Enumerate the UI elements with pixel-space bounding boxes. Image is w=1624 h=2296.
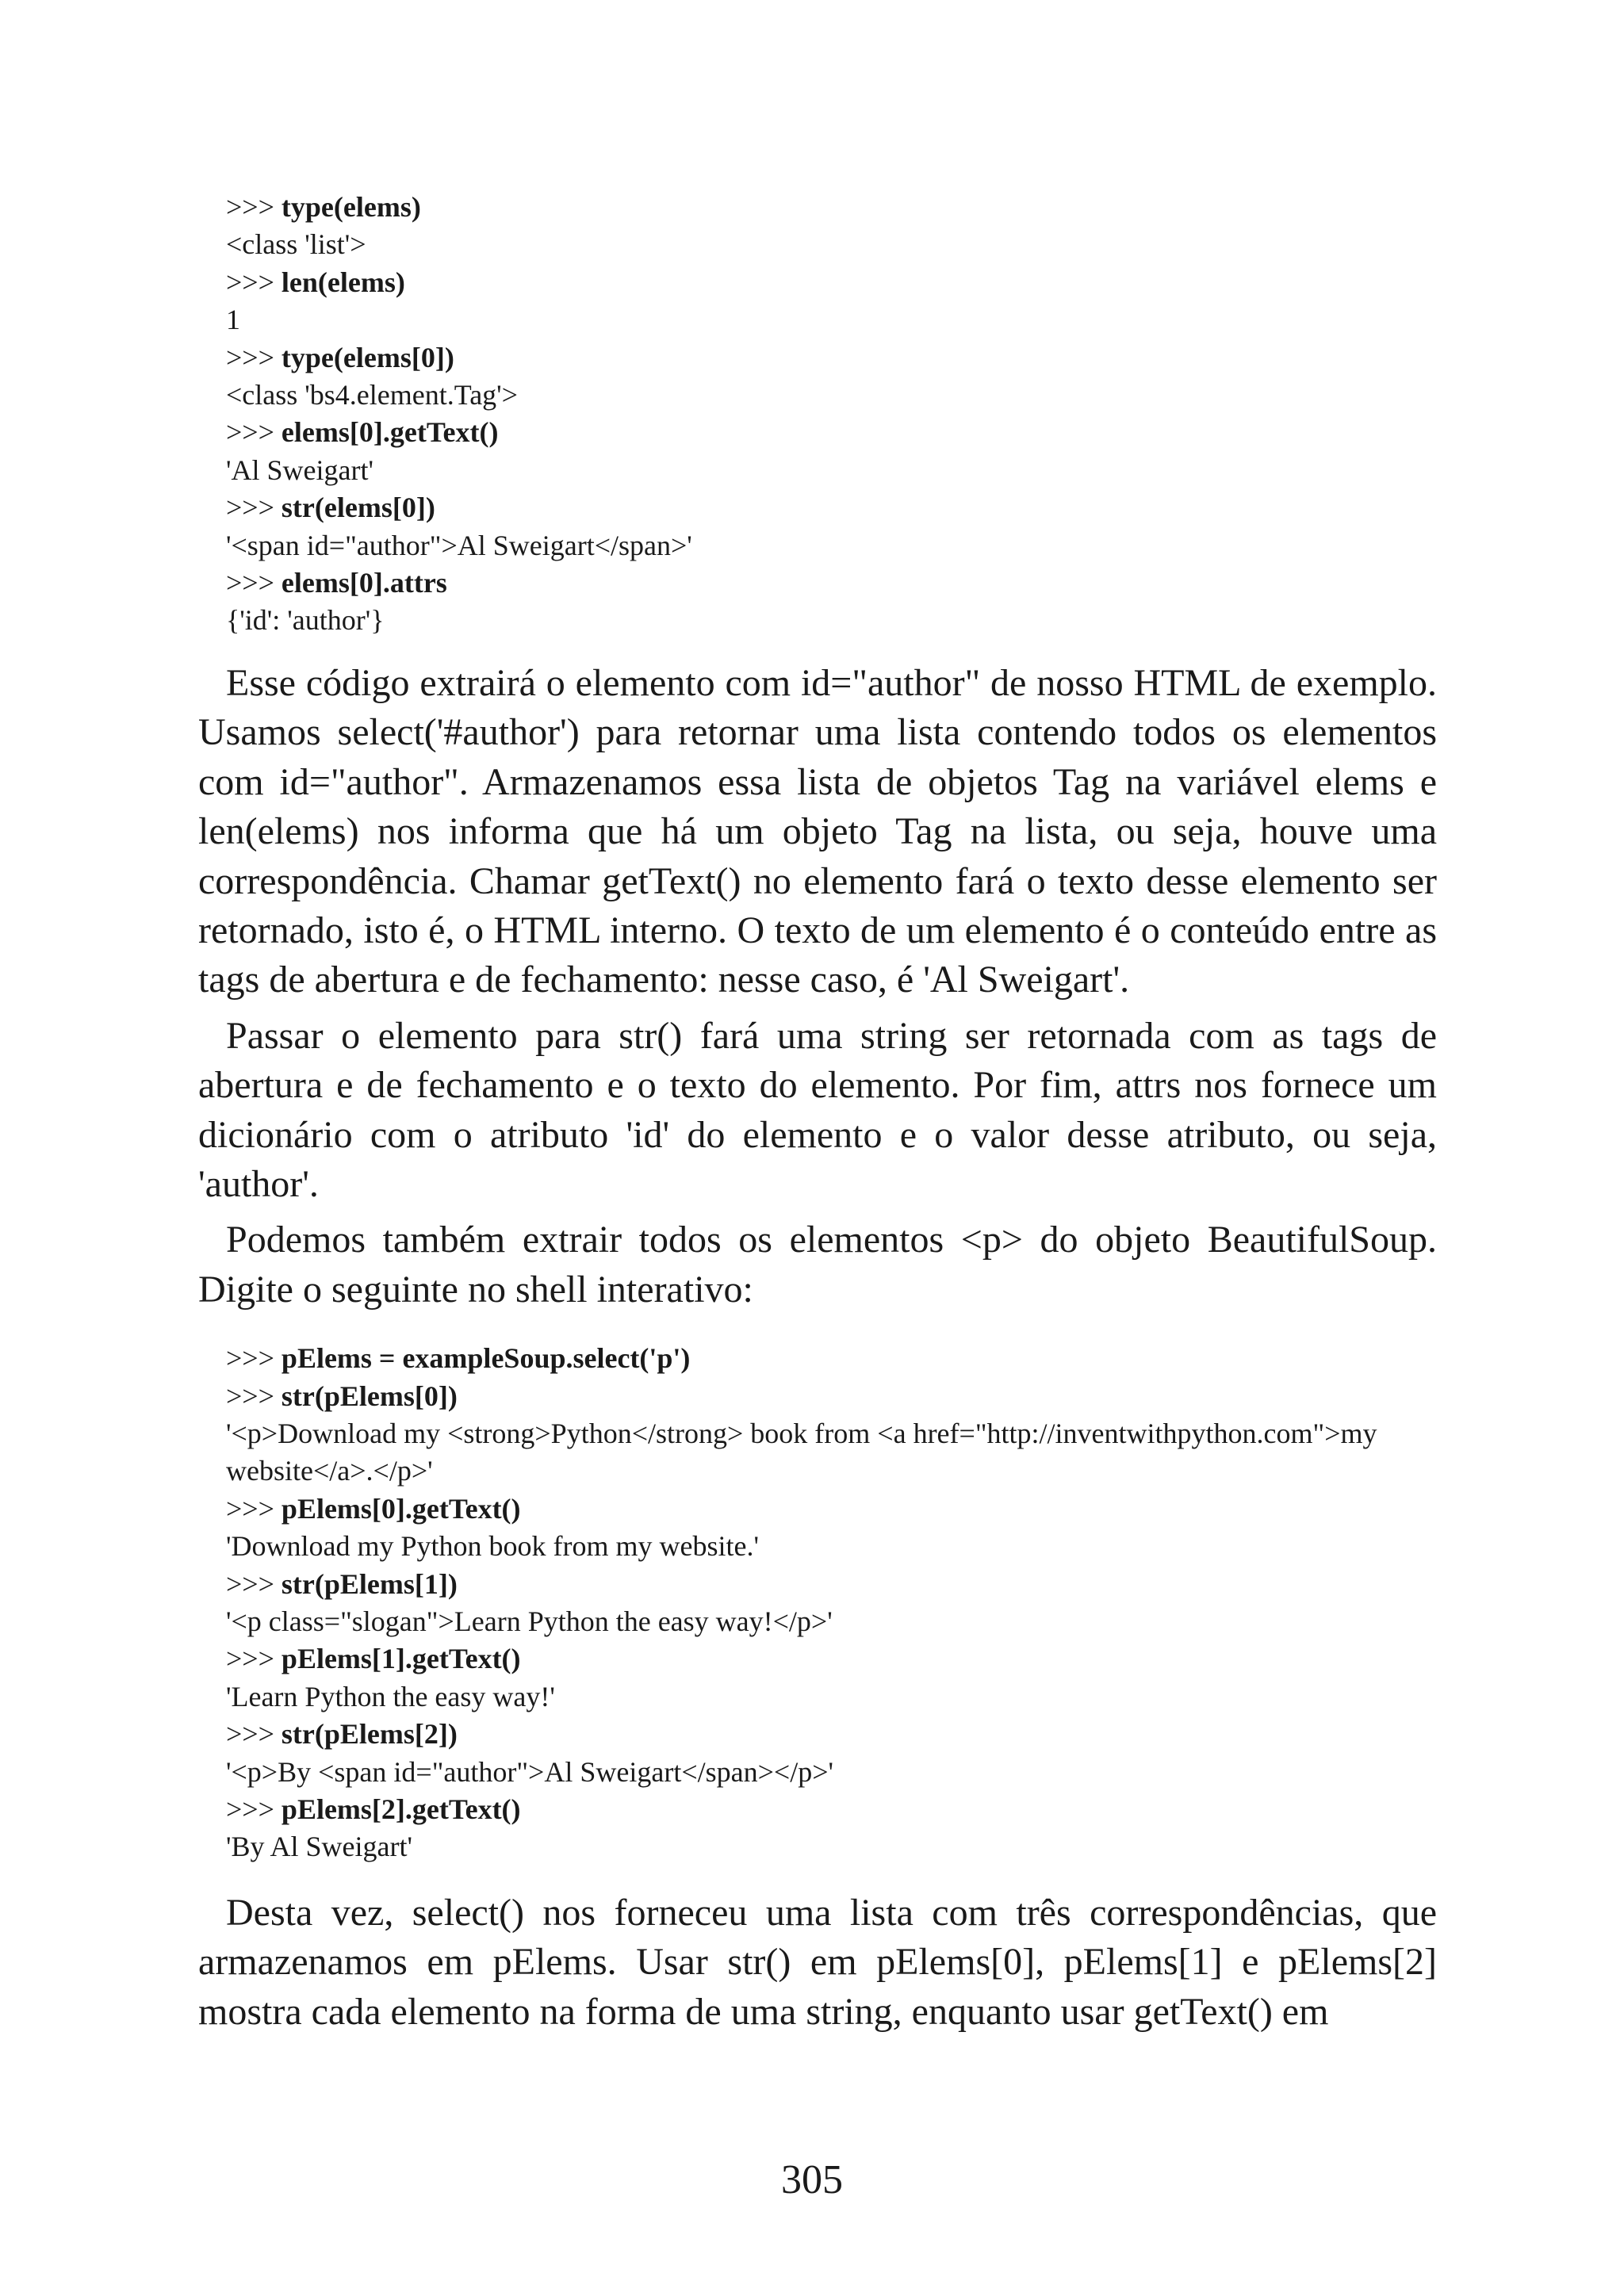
prompt-symbol: >>> <box>226 1342 282 1375</box>
body-paragraph: Podemos também extrair todos os elementos <p> do objeto BeautifulSoup. Digite o seguinte no shell interativo: <box>198 1219 1437 1311</box>
code-prompt-line <box>226 1791 1437 1828</box>
prompt-symbol: >>> <box>226 416 282 449</box>
code-prompt-line <box>226 1566 1437 1603</box>
code-command: elems[0].attrs <box>281 567 447 599</box>
paragraphs-1 <box>198 659 1437 1314</box>
prompt-symbol: >>> <box>226 1380 282 1412</box>
code-output-line: '<p>Download my <strong>Python</strong> book from <a href="http://inventwithpython.com">my website</a>.</p>' <box>226 1417 1385 1487</box>
code-command: type(elems) <box>281 191 421 223</box>
code-prompt-line <box>226 1340 1437 1377</box>
code-prompt-line <box>226 1640 1437 1678</box>
prompt-symbol: >>> <box>226 1718 282 1751</box>
code-command: pElems[0].getText() <box>281 1492 521 1525</box>
code-output-line: '<span id="author">Al Sweigart</span>' <box>226 529 692 561</box>
code-command: pElems[2].getText() <box>281 1793 521 1826</box>
code-output-line: '<p>By <span id="author">Al Sweigart</span></p>' <box>226 1755 834 1788</box>
code-output-line: '<p class="slogan">Learn Python the easy way!</p>' <box>226 1605 833 1637</box>
code-command: str(pElems[0]) <box>281 1380 458 1412</box>
prompt-symbol: >>> <box>226 492 282 524</box>
code-command: str(pElems[1]) <box>281 1567 458 1600</box>
page-number: 305 <box>781 2157 843 2202</box>
code-command: elems[0].getText() <box>281 416 499 449</box>
prompt-symbol: >>> <box>226 567 282 599</box>
code-command: pElems = exampleSoup.select('p') <box>281 1342 691 1375</box>
code-output-line: {'id': 'author'} <box>226 604 385 637</box>
code-command: type(elems[0]) <box>281 341 454 373</box>
prompt-symbol: >>> <box>226 1567 282 1600</box>
code-block-2 <box>198 1340 1437 1866</box>
code-command: len(elems) <box>281 266 405 298</box>
code-block-1 <box>198 189 1437 640</box>
page-body <box>198 189 1437 2043</box>
prompt-symbol: >>> <box>226 266 282 298</box>
prompt-symbol: >>> <box>226 191 282 223</box>
code-command: str(elems[0]) <box>281 492 435 524</box>
paragraphs-2 <box>198 1888 1437 2037</box>
body-paragraph: Passar o elemento para str() fará uma string ser retornada com as tags de abertura e de fechamento e o texto do elemento. Por fim, attrs nos fornece um dicionário com o atributo 'id' do elemento e o valor desse atributo, ou seja, 'author'. <box>198 1014 1437 1205</box>
code-prompt-line <box>226 189 1437 226</box>
code-output-line: <class 'bs4.element.Tag'> <box>226 379 518 411</box>
code-prompt-line <box>226 489 1437 526</box>
code-output-line: 'Download my Python book from my website.' <box>226 1530 759 1563</box>
prompt-symbol: >>> <box>226 1793 282 1826</box>
code-prompt-line <box>226 1716 1437 1753</box>
code-command: pElems[1].getText() <box>281 1643 521 1675</box>
code-prompt-line <box>226 564 1437 602</box>
code-prompt-line <box>226 1490 1437 1528</box>
prompt-symbol: >>> <box>226 341 282 373</box>
body-paragraph: Esse código extrairá o elemento com id="author" de nosso HTML de exemplo. Usamos select('#author') para retornar uma lista contendo todos os elementos com id="author". Armazenamos essa lista de objetos Tag na variável elems e len(elems) nos informa que há um objeto Tag na lista, ou seja, houve uma correspondência. Chamar getText() no elemento fará o texto desse elemento ser retornado, isto é, o HTML interno. O texto de um elemento é o conteúdo entre as tags de abertura e de fechamento: nesse caso, é 'Al Sweigart'. <box>198 661 1437 1001</box>
code-output-line: 'By Al Sweigart' <box>226 1831 412 1863</box>
code-output-line: <class 'list'> <box>226 228 366 261</box>
code-prompt-line <box>226 339 1437 377</box>
prompt-symbol: >>> <box>226 1643 282 1675</box>
code-output-line: 'Al Sweigart' <box>226 453 373 486</box>
code-prompt-line <box>226 264 1437 301</box>
code-command: str(pElems[2]) <box>281 1718 458 1751</box>
body-paragraph: Desta vez, select() nos forneceu uma lista com três correspondências, que armazenamos em pElems. Usar str() em pElems[0], pElems[1] e pElems[2] mostra cada elemento na forma de uma string, enquanto usar getText() em <box>198 1891 1437 2033</box>
code-prompt-line <box>226 414 1437 451</box>
code-output-line: 1 <box>226 304 240 336</box>
code-output-line: 'Learn Python the easy way!' <box>226 1680 555 1712</box>
prompt-symbol: >>> <box>226 1492 282 1525</box>
code-prompt-line <box>226 1378 1437 1415</box>
